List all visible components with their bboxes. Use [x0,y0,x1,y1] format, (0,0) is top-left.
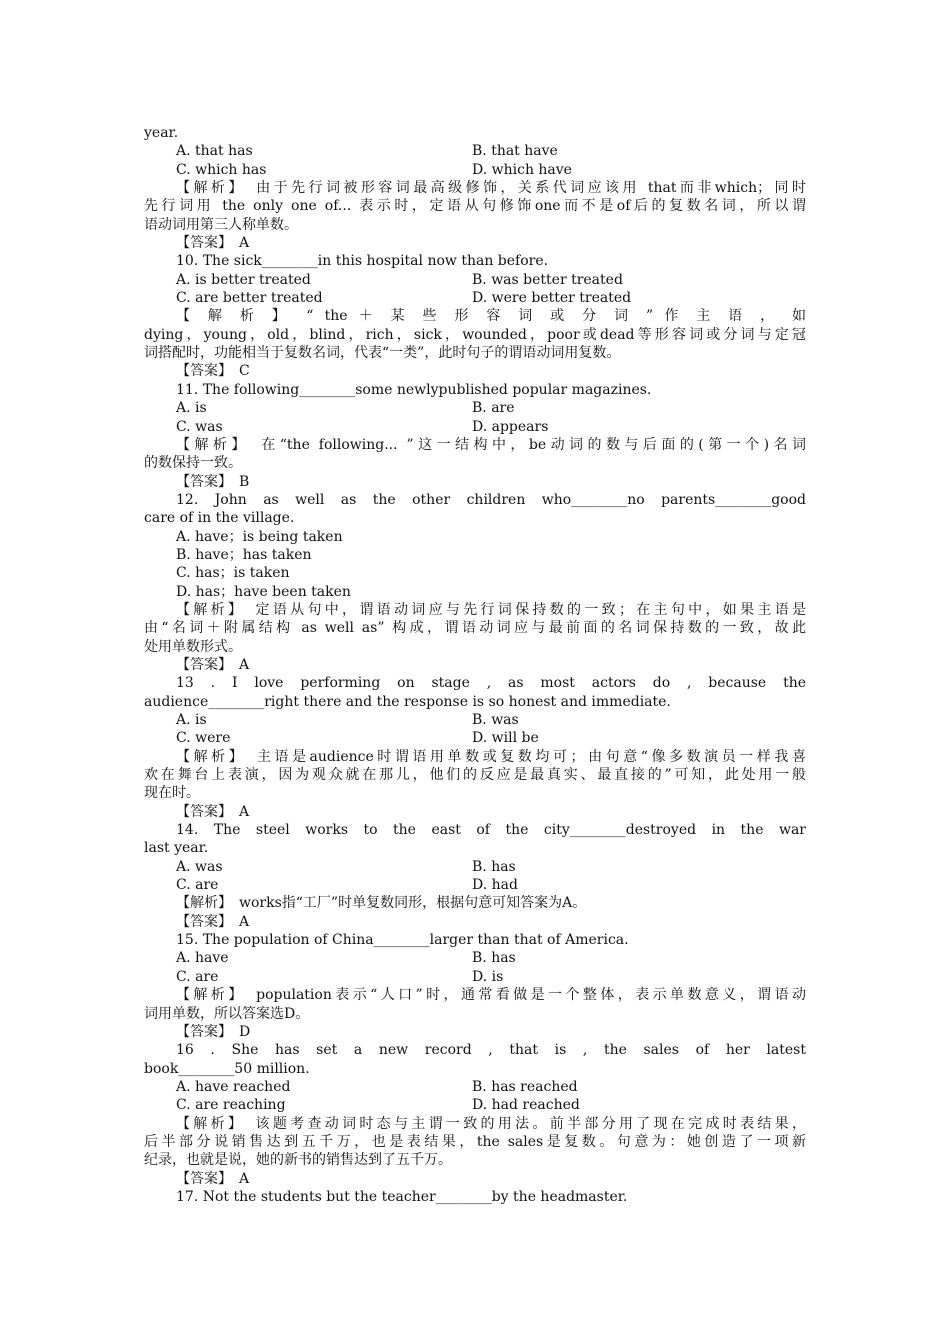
text-line: C. has；is taken [176,565,290,582]
text-line: 【答案】 A [176,803,250,820]
text-line: 16 . She has set a new record , that is , the sales of her latest [176,1042,806,1059]
option-right: D. is [472,968,504,985]
option-left: A. is [176,712,207,728]
option-left: C. were [176,730,231,747]
text-line: 语动词用第三人称单数。 [144,216,298,233]
text-line: 词用单数，所以答案选D。 [144,1005,310,1022]
option-row [144,729,806,747]
option-right: D. had reached [472,1097,580,1114]
text-line: 【解析】 主语是audience时谓语用单数或复数均可；由句意“像多数演员一样我喜 [176,748,806,765]
text-line: 处用单数形式。 [144,638,242,655]
option-left: A. have reached [176,1078,291,1095]
text-line: 【解析】 在“the following... ”这一结构中，be动词的数与后面的(第一个)名词 [176,436,806,453]
text-line: 【答案】 A [176,235,250,252]
text-line: 【答案】 A [176,656,250,673]
option-row [144,711,806,729]
text-line: dying，young，old，blind，rich，sick，wounded，poor或dead等形容词或分词与定冠 [144,326,806,343]
option-right: B. has reached [472,1078,578,1095]
option-row [144,418,806,436]
text-line: 先行词用 the only one of... 表示时，定语从句修饰one而不是of后的复数名词，所以谓 [144,198,806,215]
option-row [144,949,806,967]
option-row [144,968,806,986]
option-left: C. are better treated [176,290,323,307]
text-line: B. have；has taken [176,546,312,563]
text-line: 【答案】 A [176,1170,250,1187]
exercise-text [144,124,806,1206]
text-line: care of in the village. [144,510,295,527]
option-right: B. has [472,858,516,875]
option-right: B. are [472,400,515,417]
text-line: 【答案】 A [176,913,250,930]
text-line: 由“名词＋附属结构 as well as” 构成，谓语动词应与最前面的名词保持数的一致，故此 [144,620,806,637]
text-line: 10. The sick________in this hospital now than before. [176,253,549,270]
text-line: 15. The population of China________larger than that of America. [176,932,629,949]
option-row [144,161,806,179]
option-right: D. which have [472,161,572,178]
text-line: 【 解 析 】 “ the ＋ 某 些 形 容 词 或 分 词 ” 作 主 语 ， 如 [176,308,806,325]
text-line: 现在时。 [144,785,200,802]
option-left: C. are [176,968,219,985]
option-row [144,1078,806,1096]
option-left: C. was [176,418,223,435]
text-line: book________50 million. [144,1060,310,1077]
text-line: 【解析】 works指“工厂”时单复数同形，根据句意可知答案为A。 [176,895,587,912]
text-line: 【答案】 C [176,363,250,380]
option-row [144,289,806,307]
text-line: 词搭配时，功能相当于复数名词，代表“一类”，此时句子的谓语动词用复数。 [144,345,621,362]
option-left: A. have [176,950,229,967]
text-line: 后半部分说销售达到五千万，也是表结果，the sales是复数。句意为：她创造了一项新 [144,1133,806,1150]
option-left: A. is [176,400,207,417]
option-right: B. was better treated [472,271,623,288]
text-line: 【解析】 population表示“人口”时，通常看做是一个整体，表示单数意义，谓语动 [176,987,806,1004]
option-row [144,271,806,289]
option-right: D. appears [472,418,549,435]
option-right: D. will be [472,730,539,747]
option-right: D. had [472,877,518,894]
option-right: B. was [472,712,519,728]
option-row [144,876,806,894]
option-left: C. are [176,877,219,894]
text-line: 【解析】 定语从句中，谓语动词应与先行词保持数的一致；在主句中，如果主语是 [176,601,806,618]
option-row [144,858,806,876]
text-line: 13 . I love performing on stage , as most actors do , because the [176,675,806,692]
text-line: 【答案】 B [176,473,250,490]
option-left: A. is better treated [176,271,311,288]
text-line: 【解析】 由于先行词被形容词最高级修饰，关系代词应该用 that而非which；同时 [176,180,806,197]
option-row [144,1096,806,1114]
text-line: audience________right there and the response is so honest and immediate. [144,693,671,710]
option-row [144,142,806,160]
text-line: year. [144,125,179,141]
option-row [144,399,806,417]
text-line: 纪录，也就是说，她的新书的销售达到了五千万。 [144,1152,452,1169]
text-line: D. has；have been taken [176,583,351,600]
option-right: D. were better treated [472,290,632,307]
text-line: 14. The steel works to the east of the city________destroyed in the war [176,822,806,839]
text-line: 【解析】 该题考查动词时态与主谓一致的用法。前半部分用了现在完成时表结果， [176,1115,806,1132]
option-left: A. that has [176,143,253,160]
text-line: 【答案】 D [176,1023,251,1040]
text-line: A. have；is being taken [176,528,343,545]
text-line: last year. [144,840,209,857]
option-left: A. was [176,858,223,875]
text-line: 11. The following________some newlypublished popular magazines. [176,381,652,398]
option-right: B. has [472,950,516,967]
text-line: 12. John as well as the other children who________no parents________good [176,491,806,508]
text-line: 的数保持一致。 [144,455,242,472]
option-left: C. are reaching [176,1097,286,1114]
option-left: C. which has [176,161,267,178]
option-right: B. that have [472,143,558,160]
text-line: 欢在舞台上表演，因为观众就在那儿，他们的反应是最真实、最直接的”可知，此处用一般 [144,767,806,784]
text-line: 17. Not the students but the teacher________by the headmaster. [176,1188,628,1205]
